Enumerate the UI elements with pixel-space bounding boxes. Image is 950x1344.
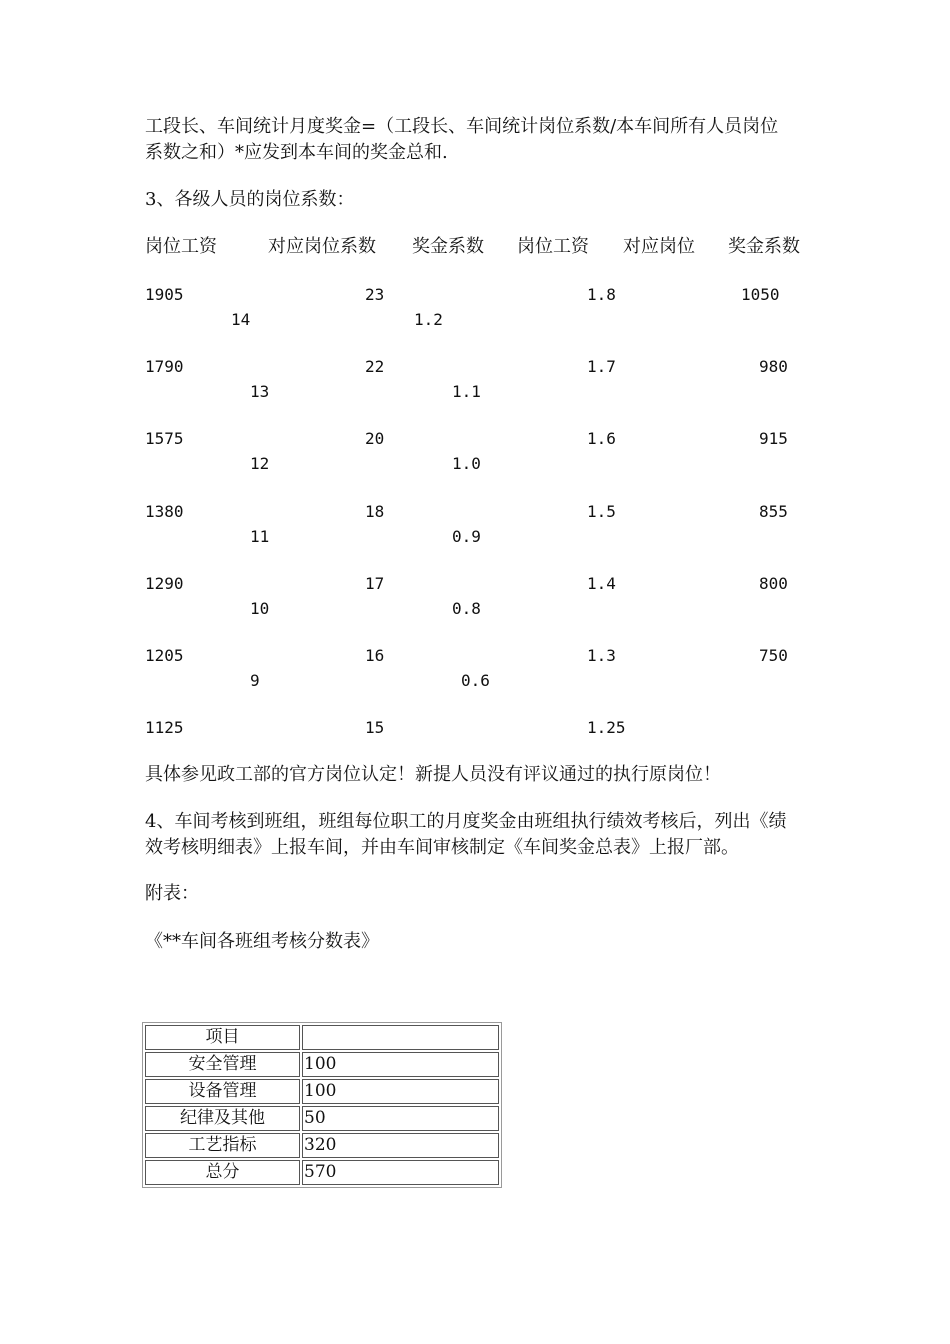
table-cell-score: 320 — [302, 1133, 499, 1158]
coef-salary: 1790 — [145, 357, 184, 376]
table-cell-item: 设备管理 — [145, 1079, 300, 1104]
coef-header-salary: 岗位工资 — [145, 236, 217, 257]
table-row — [145, 1052, 499, 1077]
coef-level-2: 13 — [250, 382, 270, 401]
coef-salary-2: 800 — [759, 574, 788, 593]
coef-coef: 1.4 — [587, 574, 616, 593]
coef-level-2: 14 — [231, 310, 251, 329]
coef-salary: 1575 — [145, 429, 184, 448]
table-header-item: 项目 — [145, 1025, 300, 1050]
table-cell-item: 总分 — [145, 1160, 300, 1185]
coef-header-coef: 奖金系数 — [412, 236, 484, 257]
coef-level-2: 12 — [250, 454, 270, 473]
table-header-score — [302, 1025, 499, 1050]
coef-level: 17 — [365, 574, 385, 593]
coef-salary-2: 915 — [759, 429, 788, 448]
table-cell-score: 100 — [302, 1079, 499, 1104]
coef-coef-2: 1.0 — [452, 454, 481, 473]
coef-coef-2: 1.1 — [452, 382, 481, 401]
coef-header-coef-2: 奖金系数 — [728, 236, 800, 257]
coef-header-level-2: 对应岗位 — [623, 236, 695, 257]
coef-salary: 1205 — [145, 646, 184, 665]
coef-level: 15 — [365, 718, 385, 737]
coef-coef: 1.3 — [587, 646, 616, 665]
coef-salary: 1905 — [145, 285, 184, 304]
coef-level: 16 — [365, 646, 385, 665]
coef-salary: 1290 — [145, 574, 184, 593]
coef-level-2: 9 — [250, 671, 260, 690]
coef-level-2: 11 — [250, 527, 270, 546]
table-cell-score: 570 — [302, 1160, 499, 1185]
section-3-title: 3、各级人员的岗位系数： — [145, 189, 355, 210]
coef-level: 23 — [365, 285, 385, 304]
coef-coef: 1.7 — [587, 357, 616, 376]
table-row — [145, 1025, 499, 1050]
table-row — [145, 1133, 499, 1158]
table-cell-score: 50 — [302, 1106, 499, 1131]
coef-coef: 1.5 — [587, 502, 616, 521]
note-text: 具体参见政工部的官方岗位认定！新提人员没有评议通过的执行原岗位！ — [145, 764, 721, 785]
coef-salary-2: 855 — [759, 502, 788, 521]
coef-header-level: 对应岗位系数 — [268, 236, 376, 257]
table-cell-item: 纪律及其他 — [145, 1106, 300, 1131]
coef-level: 20 — [365, 429, 385, 448]
coef-level: 18 — [365, 502, 385, 521]
coef-salary: 1380 — [145, 502, 184, 521]
section-4-line-2: 效考核明细表》上报车间，并由车间审核制定《车间奖金总表》上报厂部。 — [145, 837, 739, 858]
coef-salary-2: 1050 — [741, 285, 780, 304]
coef-salary-2: 750 — [759, 646, 788, 665]
coef-level: 22 — [365, 357, 385, 376]
table-cell-item: 工艺指标 — [145, 1133, 300, 1158]
coef-coef-2: 1.2 — [414, 310, 443, 329]
coef-coef: 1.6 — [587, 429, 616, 448]
coef-coef-2: 0.6 — [461, 671, 490, 690]
table-cell-score: 100 — [302, 1052, 499, 1077]
coef-salary: 1125 — [145, 718, 184, 737]
coef-coef-2: 0.8 — [452, 599, 481, 618]
score-table — [142, 1022, 502, 1188]
score-table-title: 《**车间各班组考核分数表》 — [145, 931, 379, 952]
coef-salary-2: 980 — [759, 357, 788, 376]
table-row — [145, 1106, 499, 1131]
coef-header-salary-2: 岗位工资 — [517, 236, 589, 257]
table-row — [145, 1079, 499, 1104]
table-row — [145, 1160, 499, 1185]
intro-line-1: 工段长、车间统计月度奖金=（工段长、车间统计岗位系数/本车间所有人员岗位 — [145, 116, 779, 137]
coef-coef-2: 0.9 — [452, 527, 481, 546]
coef-coef: 1.25 — [587, 718, 626, 737]
coef-coef: 1.8 — [587, 285, 616, 304]
table-cell-item: 安全管理 — [145, 1052, 300, 1077]
intro-line-2: 系数之和）*应发到本车间的奖金总和. — [145, 142, 448, 163]
section-4-line-1: 4、车间考核到班组，班组每位职工的月度奖金由班组执行绩效考核后，列出《绩 — [145, 811, 787, 832]
coef-level-2: 10 — [250, 599, 270, 618]
appendix-label: 附表： — [145, 883, 199, 904]
